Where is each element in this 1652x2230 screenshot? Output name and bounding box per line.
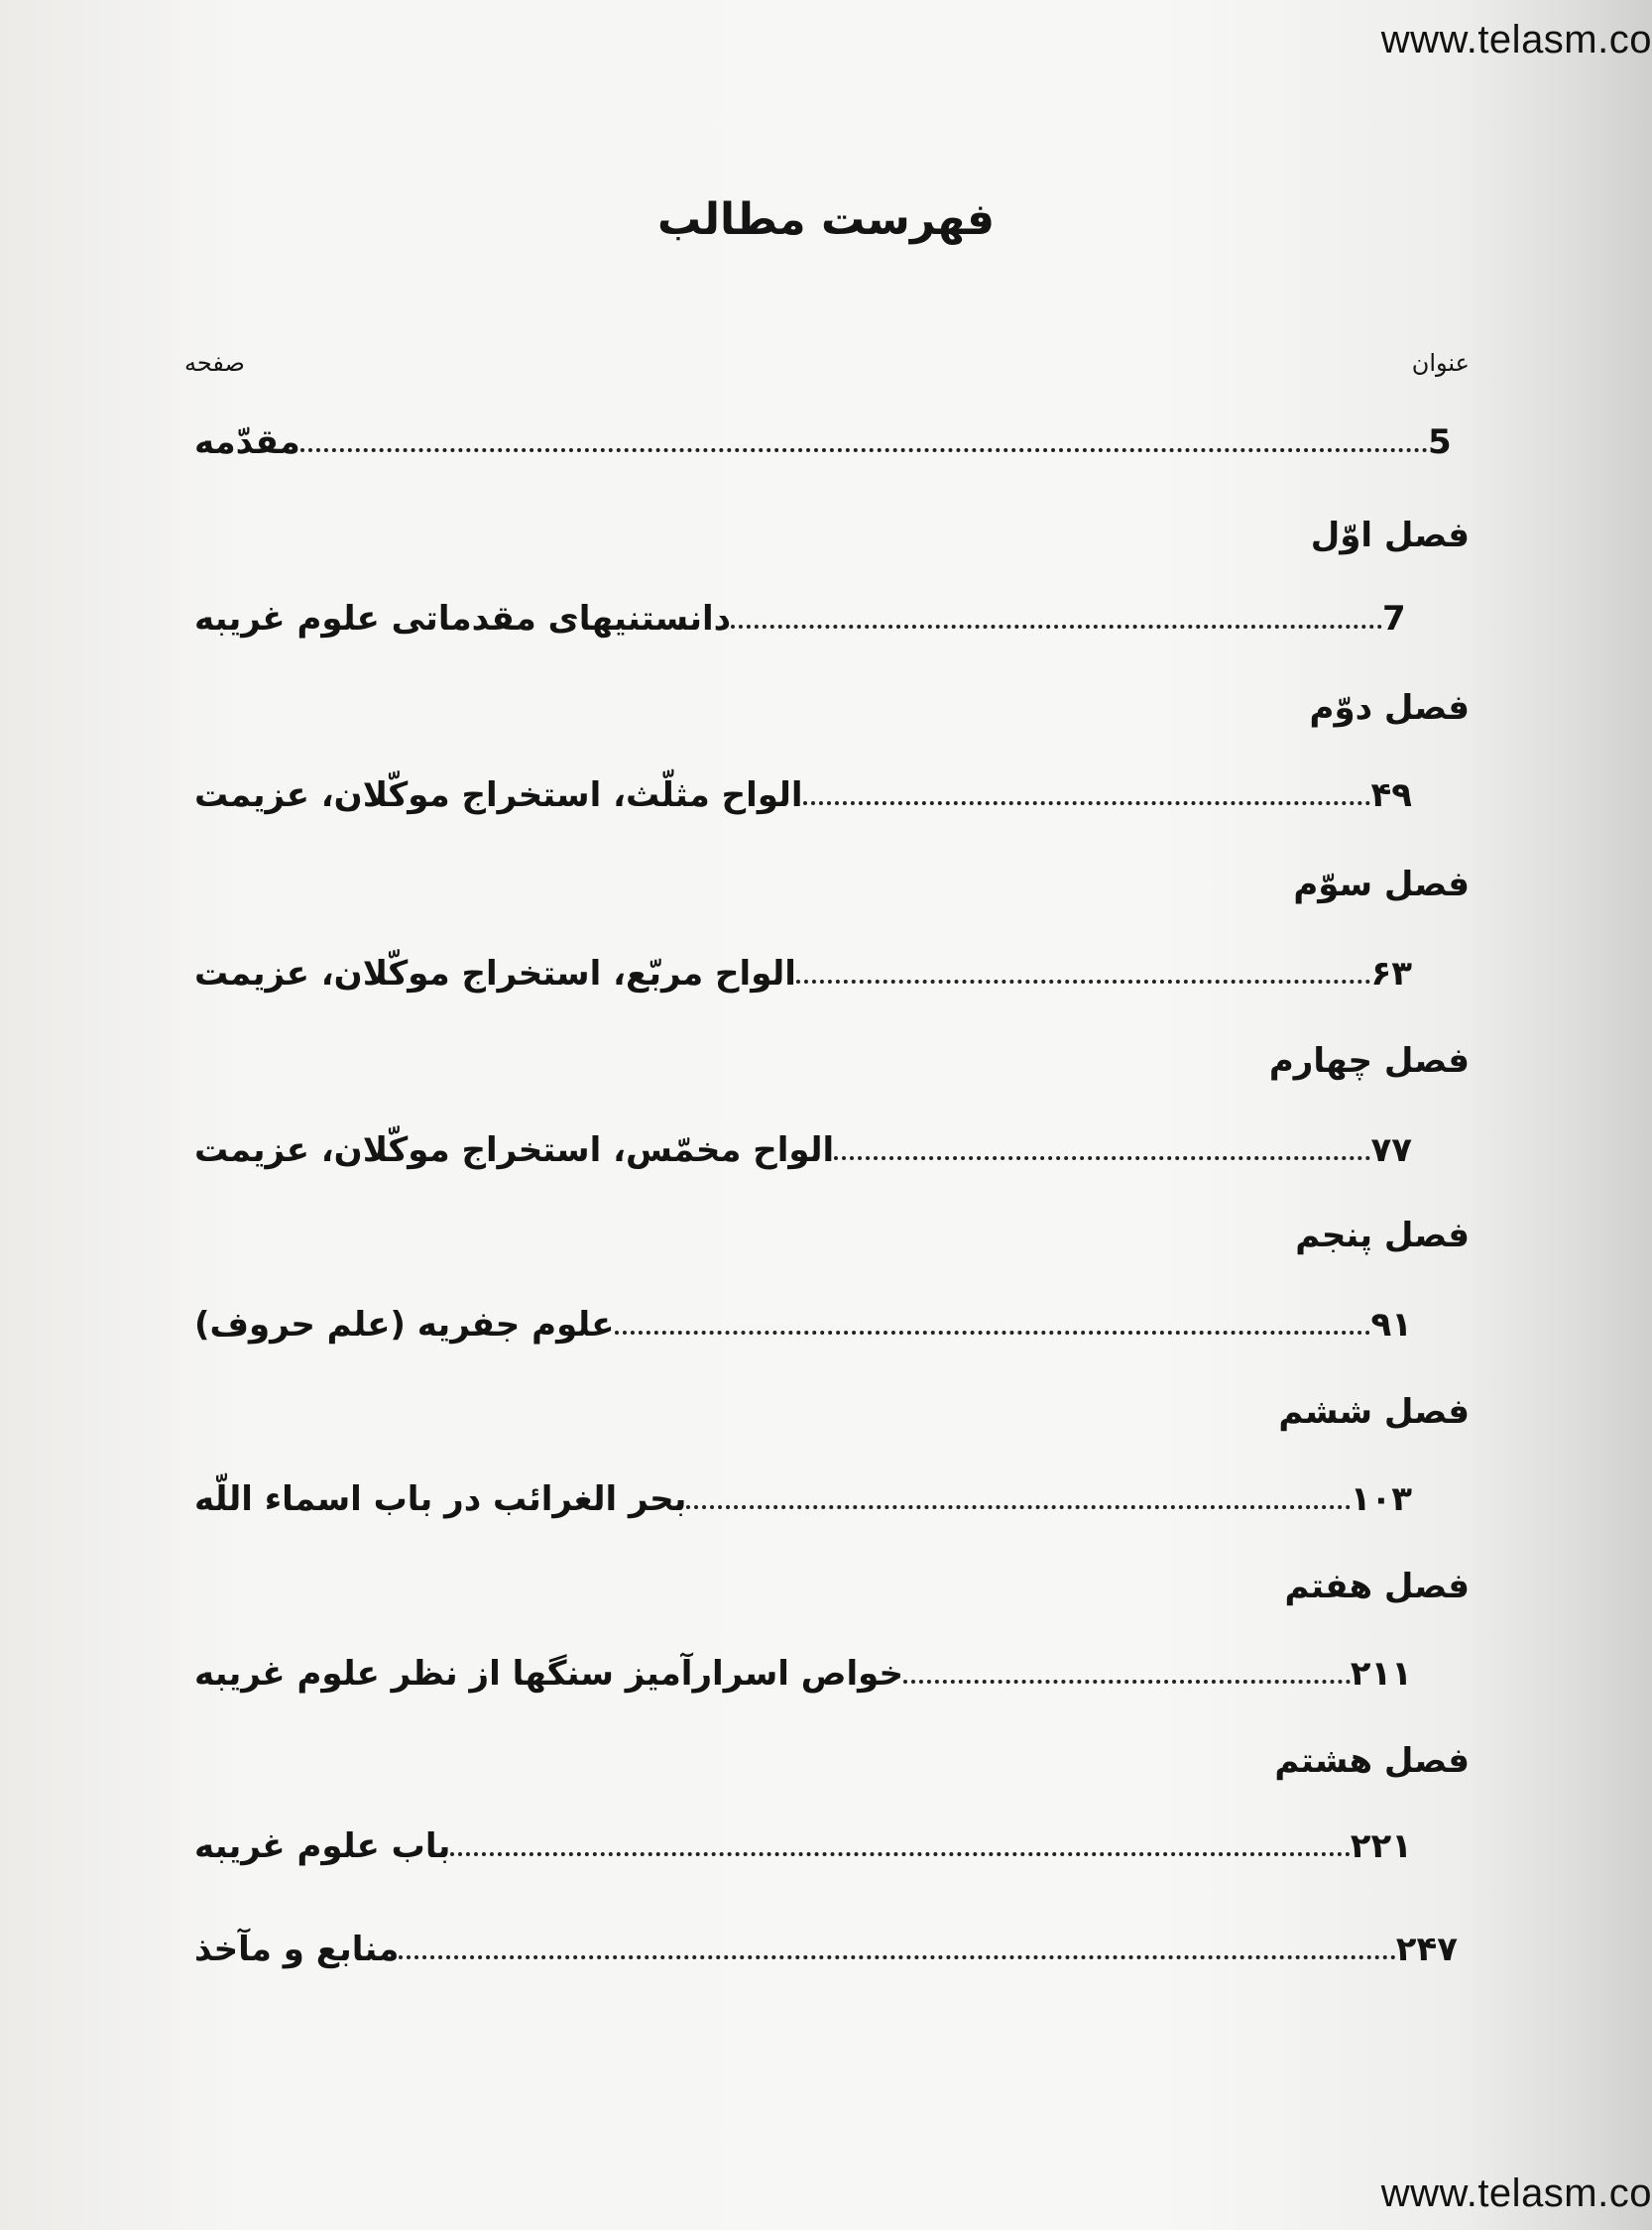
leader-dots — [903, 1680, 1351, 1684]
toc-page-number: ۹۱ — [1370, 1305, 1412, 1345]
toc-page-number: ۲۴۷ — [1395, 1930, 1458, 1969]
leader-dots — [686, 1505, 1350, 1509]
leader-dots — [615, 1331, 1371, 1335]
toc-page-number: ۲۱۱ — [1350, 1654, 1412, 1694]
chapter-heading: فصل ششم — [1278, 1392, 1470, 1432]
page-title: فهرست مطالب — [656, 194, 996, 245]
leader-dots — [796, 980, 1371, 984]
chapter-heading: فصل دوّم — [1309, 688, 1470, 728]
toc-entry-label: الواح مثلّث، استخراج موکّلان، عزیمت — [194, 775, 803, 815]
watermark-bottom: www.telasm.co — [1380, 2171, 1652, 2215]
chapter-heading: فصل پنجم — [1295, 1216, 1470, 1255]
chapter-heading: فصل هفتم — [1284, 1567, 1470, 1606]
toc-entry-label: الواح مخمّس، استخراج موکّلان، عزیمت — [194, 1130, 835, 1170]
leader-dots — [399, 1955, 1395, 1959]
toc-entry-label: بحر الغرائب در باب اسماء اللّه — [194, 1479, 687, 1519]
toc-page-number: ۲۲۱ — [1350, 1826, 1412, 1866]
toc-row — [184, 1289, 1424, 1345]
chapter-heading: فصل چهارم — [1268, 1041, 1470, 1081]
leader-dots — [803, 801, 1371, 805]
toc-page-number: 5 — [1428, 422, 1452, 462]
leader-dots — [450, 1852, 1350, 1856]
toc-row — [184, 1638, 1424, 1694]
chapter-heading: فصل هشتم — [1274, 1741, 1470, 1781]
leader-dots — [731, 625, 1382, 629]
toc-row — [184, 938, 1424, 994]
chapter-heading: فصل اوّل — [1310, 516, 1470, 555]
toc-page-number: ۶۳ — [1370, 954, 1412, 994]
toc-page-number: ۱۰۳ — [1350, 1479, 1412, 1519]
toc-row — [184, 1464, 1424, 1519]
column-header-page: صفحه — [184, 349, 245, 377]
toc-entry-label: منابع و مآخذ — [194, 1930, 400, 1969]
toc-entry-label: الواح مربّع، استخراج موکّلان، عزیمت — [194, 954, 796, 994]
toc-row-sources — [184, 1914, 1470, 1969]
toc-row — [184, 1811, 1424, 1866]
toc-row — [184, 1115, 1424, 1170]
toc-page-number: ۷۷ — [1370, 1130, 1412, 1170]
toc-entry-label: علوم جفریه (علم حروف) — [194, 1305, 615, 1345]
watermark-top: www.telasm.co — [1380, 18, 1652, 61]
toc-entry-label: دانستنیهای مقدماتی علوم غریبه — [194, 599, 732, 639]
column-header-title: عنوان — [1411, 349, 1470, 377]
toc-entry-label: مقدّمه — [194, 422, 300, 462]
leader-dots — [300, 448, 1428, 452]
toc-entry-label: خواص اسرارآمیز سنگها از نظر علوم غریبه — [194, 1654, 903, 1694]
toc-page-number: ۴۹ — [1370, 775, 1412, 815]
toc-entry-label: باب علوم غریبه — [194, 1826, 451, 1866]
leader-dots — [834, 1156, 1370, 1160]
toc-row — [184, 583, 1424, 639]
toc-row — [184, 760, 1424, 815]
toc-page-number: 7 — [1382, 599, 1406, 639]
toc-row-intro — [184, 407, 1470, 462]
chapter-heading: فصل سوّم — [1293, 865, 1470, 904]
